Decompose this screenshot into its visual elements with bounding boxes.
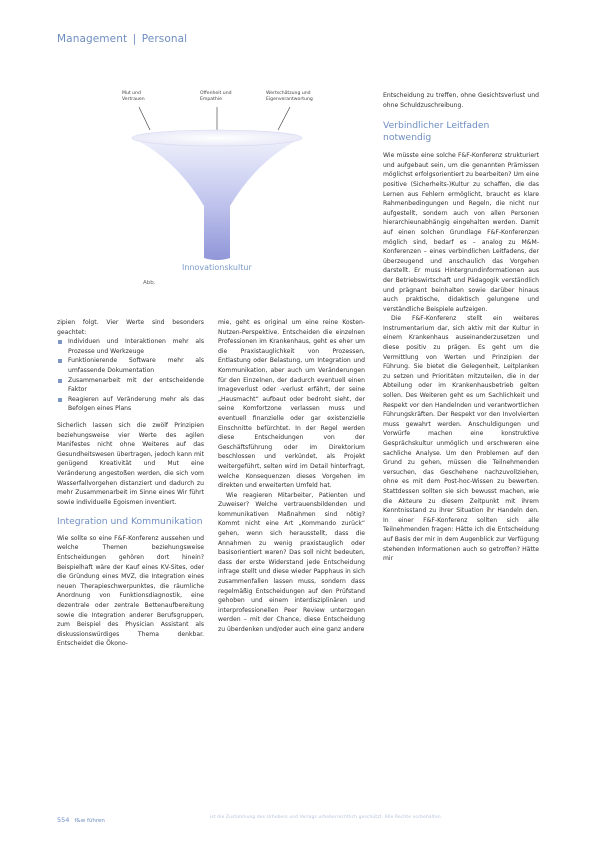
col1-paragraph: Sicherlich lassen sich die zwölf Prinzipien beziehungsweise vier Werte des agilen Manifestes nicht ohne Weiteres auf das Gesundheitswesen übertragen, jedoch kann mit genügend Kreativität und Mut eine Veränderung angestoßen werden, die sich vom Wasserfallvorgehen distanziert und dadurch zu mehr Zusammenarbeit im Sinne eines Wir führt sowie individuelle Egoismen inventiert. [57, 421, 204, 506]
col1-intro: zipien folgt. Vier Werte sind besonders geachtet: [57, 319, 204, 336]
figure-caption: Innovationskultur [182, 263, 252, 272]
column-1 [57, 318, 204, 649]
header-section: Management [57, 33, 128, 45]
funnel-label-right: Wertschätzung und Eigenverantwortung [266, 91, 313, 102]
page-footer [57, 816, 105, 824]
column-2 [218, 318, 365, 635]
label-line-right [278, 107, 290, 130]
col2-paragraph: Wie reagieren Mitarbeiter, Patienten und Zuweiser? Welche vertrauensbildenden und kommunikativen Maßnahmen sind nötig? Kommt nicht eine Art „Kommando zurück“ gehen, wenn sich herausstellt, dass die Annahmen zu wenig praxistauglich oder basisorientiert waren? Das soll nicht bedeuten, dass der erste Widerstand jede Entscheidung infrage stellt und diese wieder Papphaus in sich zusammenfallen lassen muss, sondern dass regelmäßig Entscheidungen auf den Prüfstand gehoben und einem interdisziplinären und interprofessionellen Peer Review unterzogen werden – mit der Chance, diese Entscheidung zu überdenken und/oder auch eine ganz andere [218, 491, 365, 633]
label-line-left [139, 107, 150, 130]
copyright-strip: ist die Zustimmung des Urhebers und Verlags urheberrechtlich geschützt. Alle Rechte vorbehalten. [210, 815, 443, 820]
list-item: Individuen und Interaktionen mehr als Prozesse und Werkzeuge [57, 337, 204, 356]
funnel-rim [132, 130, 302, 146]
list-item: Funktionierende Software mehr als umfassende Dokumentation [57, 356, 204, 375]
page-number: 554 [57, 816, 70, 824]
values-list [57, 337, 204, 414]
section-heading: Integration und Kommunikation [57, 516, 203, 528]
header-separator: | [132, 33, 137, 45]
funnel-figure [120, 88, 340, 288]
funnel-graphic [120, 88, 340, 288]
col3-paragraph: Wie müsste eine solche F&F-Konferenz strukturiert und aufgebaut sein, um die genannten Prämissen möglichst erfolgsorientiert zu bearbeiten? Um eine positive (Sicherheits-)Kultur zu schaffen, die das Lernen aus Fehlern ermöglicht, braucht es klare Rahmenbedingungen und Regeln, die nicht nur aufgestellt, sondern auch von allen Personen hierarchieunabhängig eingehalten werden. Damit auf einen solchen Grundlage F&F-Konferenzen möglich sind, bedarf es – analog zu M&M-Konferenzen – eines verbindlichen Leitfadens, der überzeugend und anschaulich das Vorgehen darstellt. Er muss Hintergrundinformationen aus der Betriebswirtschaft und Pädagogik verständlich und prägnant beinhalten sowie darüber hinaus auch praktische, didaktisch gelungene und verständliche Beispiele aufzeigen. [383, 152, 539, 313]
section-heading: Verbindlicher Leitfaden notwendig [383, 120, 490, 143]
magazine-name: f&w führen [74, 818, 105, 824]
col3-paragraph: Die F&F-Konferenz stellt ein weiteres Instrumentarium dar, sich aktiv mit der Kultur in einem Krankenhaus auseinanderzusetzen und diese positiv zu prägen. Es geht um die Vermittlung von Werten und Prinzipien der Führung. Sie bietet die Gelegenheit, Leitplanken zu setzen und Prioritäten mitzuteilen, die in der Abteilung oder im Krankenhausbetrieb gelten sollen. Des Weiteren geht es um Sachlichkeit und Respekt vor den Handelnden und verantwortlichen Führungskräften. Der Respekt vor den Involvierten muss gewahrt werden. Anschuldigungen und Vorwürfe machen eine konstruktive Gesprächskultur unmöglich und erschweren eine sachliche Analyse. Um den Problemen auf den Grund zu gehen, müssen die Teilnehmenden versuchen, das Geschehene nachzuvollziehen, ohne es mit dem Post-hoc-Wissen zu bewerten. Stattdessen sollten sie sich bewusst machen, wie die Akteure zu diesem Zeitpunkt mit ihrem Kenntnisstand zu ihrer Situation ihr Handeln den. In einer F&F-Konferenz sollten sich alle Teilnehmenden fragen: Hätte ich die Entscheidung auf Basis der mir in dem Augenblick zur Verfügung stehenden Informationen auch so getroffen? Hätte mir [383, 315, 539, 563]
funnel-label-left: Mut und Vertrauen [122, 91, 145, 102]
list-item: Zusammenarbeit mit der entscheidende Faktor [57, 376, 204, 395]
list-item: Reagieren auf Veränderung mehr als das Befolgen eines Plans [57, 395, 204, 414]
funnel-body [132, 138, 302, 260]
funnel-label-center: Offenheit und Empathie [200, 91, 232, 102]
col1-paragraph: Wie sollte so eine F&F-Konferenz aussehen und welche Themen beziehungsweise Entscheidungen gehören dort hinein? Beispielhaft wäre der Kauf eines KV-Sites, oder die Gründung eines MVZ, die Integration eines neuen Therapieschwerpunktes, die räumliche Anordnung von Funktionsdiagnostik, eine dezentrale oder zentrale Bettenaufbereitung sowie die Integration anderer Berufsgruppen, zum Beispiel des Physician Assistant als diskussionswürdiges Thema denkbar. Entscheidet die Ökono- [57, 534, 204, 648]
col2-paragraph: mie, geht es original um eine reine Kosten-Nutzen-Perspektive. Entscheiden die einzelnen Professionen im Krankenhaus, geht es eher um die Praxistauglichkeit von Prozessen, Entlastung oder Belastung, um Integration und Kommunikation, aber auch um Veränderungen für den Einzelnen, der dadurch eventuell einen Imageverlust oder -verlust erfährt, der seine „Hausmacht“ aufbaut oder bedroht sieht, der seine Komfortzone verlassen muss und eventuell finanzielle oder gar existenzielle Einschnitte befürchtet. In der Regel werden diese Entscheidungen von der Geschäftsführung oder im Direktorium beschlossen und verkündet, als Projekt weitergeführt, selten wird im Detail hinterfragt, welche Konsequenzen dieses Vorgehen im direkten und erweiterten Umfeld hat. [218, 319, 365, 490]
page-header [57, 33, 187, 45]
col3-paragraph: Entscheidung zu treffen, ohne Gesichtsverlust und ohne Schuldzuschreibung. [383, 92, 539, 109]
figure-abb: Abb. [143, 280, 156, 286]
header-subsection: Personal [141, 33, 188, 45]
column-3 [383, 91, 539, 564]
